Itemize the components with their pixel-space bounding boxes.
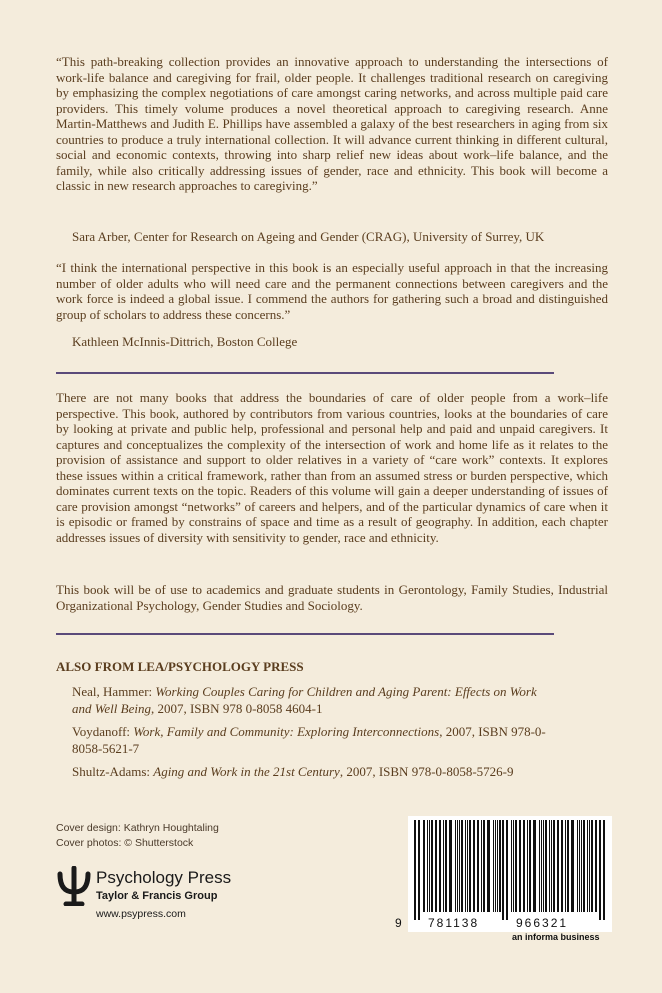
barcode-bar	[577, 820, 578, 912]
endorsement-attribution-1: Sara Arber, Center for Research on Ageing and Gender (CRAG), University of Surrey, UK	[72, 229, 545, 244]
entry-author: Voydanoff:	[72, 724, 134, 739]
barcode-bar	[435, 820, 437, 912]
barcode-bar	[583, 820, 585, 912]
barcode-bar	[449, 820, 452, 912]
barcode-bar	[579, 820, 580, 912]
also-from-entry	[72, 723, 552, 757]
barcode-bar	[515, 820, 517, 912]
barcode-bar	[519, 820, 521, 912]
barcode-bar	[481, 820, 482, 912]
barcode-bar	[461, 820, 463, 912]
barcode-bar	[497, 820, 498, 912]
barcode-bar	[423, 820, 425, 912]
endorsement-quote-1: “This path-breaking collection provides an innovative approach to understanding the intersections of work-life balance and caregiving for frail, older people. It challenges traditional research on caregiving by emphasizing the complex negotiations of care amongst caring networks, and across multiple paid care providers. This timely volume produces a novel theoretical approach to caregiving research. Anne Martin-Matthews and Judith E. Phillips have assembled a galaxy of the best researchers in aging from six countries to produce a truly international collection. It will advance current thinking in different cultural, social and economic contexts, throwing into sharp relief new ideas about work–life balance, and the family, while also critically addressing issues of gender, race and ethnicity. This book will become a classic in new research approaches to caregiving.”	[56, 54, 608, 193]
publisher-url: www.psypress.com	[96, 908, 186, 920]
barcode-guard-bar	[414, 820, 416, 920]
barcode-bar	[557, 820, 559, 912]
divider-bottom	[56, 633, 554, 635]
barcode-bar	[591, 820, 593, 912]
informa-tagline: an informa business	[512, 932, 600, 942]
entry-details: , 2007, ISBN 978 0-8058 4604-1	[150, 701, 323, 716]
barcode-bar	[523, 820, 525, 912]
barcode-guard-bar	[603, 820, 605, 920]
barcode-bar	[553, 820, 555, 912]
endorsement-attribution-2: Kathleen McInnis-Dittrich, Boston College	[72, 334, 298, 349]
barcode-bar	[495, 820, 496, 912]
barcode-bar	[581, 820, 582, 912]
entry-title: Work, Family and Community: Exploring Interconnections	[133, 724, 440, 739]
also-from-heading: ALSO FROM LEA/PSYCHOLOGY PRESS	[56, 659, 304, 674]
barcode-bar	[533, 820, 536, 912]
entry-details: , 2007, ISBN 978-0-8058-5726-9	[339, 764, 514, 779]
psi-logo-icon	[56, 866, 92, 906]
barcode-bars	[392, 816, 612, 940]
also-from-entry	[72, 763, 552, 780]
entry-title: Working Couples Caring for Children and Aging Parent: Effects on Work and Well Being	[72, 684, 537, 716]
barcode-digit-lead: 9	[395, 916, 402, 930]
barcode-bar	[443, 820, 444, 912]
barcode-bar	[539, 820, 540, 912]
barcode-guard-bar	[506, 820, 508, 920]
barcode-bar	[543, 820, 544, 912]
publisher-group: Taylor & Francis Group	[96, 890, 218, 902]
barcode-bar	[477, 820, 479, 912]
entry-details: , 2007, ISBN 978-0-8058-5621-7	[72, 724, 546, 756]
barcode-bar	[551, 820, 552, 912]
barcode-digits-right: 966321	[516, 916, 569, 930]
barcode-bar	[487, 820, 490, 912]
barcode-bar	[455, 820, 456, 912]
barcode-bar	[545, 820, 547, 912]
barcode-bar	[499, 820, 501, 912]
barcode-bar	[493, 820, 494, 912]
barcode-bar	[427, 820, 428, 912]
barcode-bar	[465, 820, 466, 912]
barcode-bar	[571, 820, 574, 912]
barcode-bar	[457, 820, 458, 912]
barcode-bar	[473, 820, 475, 912]
endorsement-quote-2: “I think the international perspective in this book is an especially useful approach in that the increasing number of older adults who will need care and the permanent connections between caregivers and the work force is indeed a global issue. I commend the authors for gathering such a broad and distinguished group of scholars to address these concerns.”	[56, 260, 608, 322]
entry-title: Aging and Work in the 21st Century	[153, 764, 340, 779]
also-from-entry	[72, 683, 552, 717]
entry-author: Neal, Hammer:	[72, 684, 156, 699]
publisher-name: Psychology Press	[96, 868, 232, 887]
barcode-guard-bar	[599, 820, 601, 920]
barcode-bar	[549, 820, 550, 912]
barcode-bar	[439, 820, 441, 912]
barcode-bar	[587, 820, 588, 912]
cover-design-credit: Cover design: Kathryn Houghtaling	[56, 822, 219, 834]
cover-photos-credit: Cover photos: © Shutterstock	[56, 837, 194, 849]
divider-top	[56, 372, 554, 374]
barcode-bar	[527, 820, 528, 912]
barcode-bar	[541, 820, 542, 912]
barcode-bar	[589, 820, 590, 912]
barcode-bar	[483, 820, 485, 912]
description-paragraph-2: This book will be of use to academics and graduate students in Gerontology, Family Studies, Industrial Organizational Psychology, Gender Studies and Sociology.	[56, 582, 608, 613]
barcode-bar	[469, 820, 471, 912]
barcode-bar	[565, 820, 566, 912]
barcode-bar	[513, 820, 514, 912]
barcode-guard-bar	[502, 820, 504, 920]
barcode-bar	[561, 820, 563, 912]
barcode-bar	[511, 820, 512, 912]
barcode-bar	[529, 820, 531, 912]
barcode-guard-bar	[418, 820, 420, 920]
barcode-bar	[431, 820, 433, 912]
description-paragraph-1: There are not many books that address the boundaries of care of older people from a work–life perspective. This book, authored by contributors from various countries, looks at the boundaries of care by looking at private and public help, professional and personal help and paid and unpaid caregivers. It captures and conceptualizes the complexity of the intersection of work and home life as it relates to the provision of assistance and support to older relatives in a variety of “care work” contexts. It explores these issues within a critical framework, rather than from an assumed stress or burden perspective, which dominates current texts on the topic. Readers of this volume will gain a deeper understanding of issues of care provision amongst “networks” of careers and helpers, and of the particular dynamics of care when it is episodic or framed by constrains of space and time as a result of geography. In addition, each chapter addresses issues of diversity with sensitivity to gender, race and ethnicity.	[56, 390, 608, 545]
entry-author: Shultz-Adams:	[72, 764, 154, 779]
barcode	[392, 816, 612, 940]
barcode-bar	[429, 820, 430, 912]
barcode-digits-left: 781138	[428, 916, 480, 930]
barcode-bar	[567, 820, 569, 912]
barcode-bar	[459, 820, 460, 912]
barcode-bar	[595, 820, 597, 912]
barcode-bar	[467, 820, 468, 912]
barcode-bar	[445, 820, 447, 912]
